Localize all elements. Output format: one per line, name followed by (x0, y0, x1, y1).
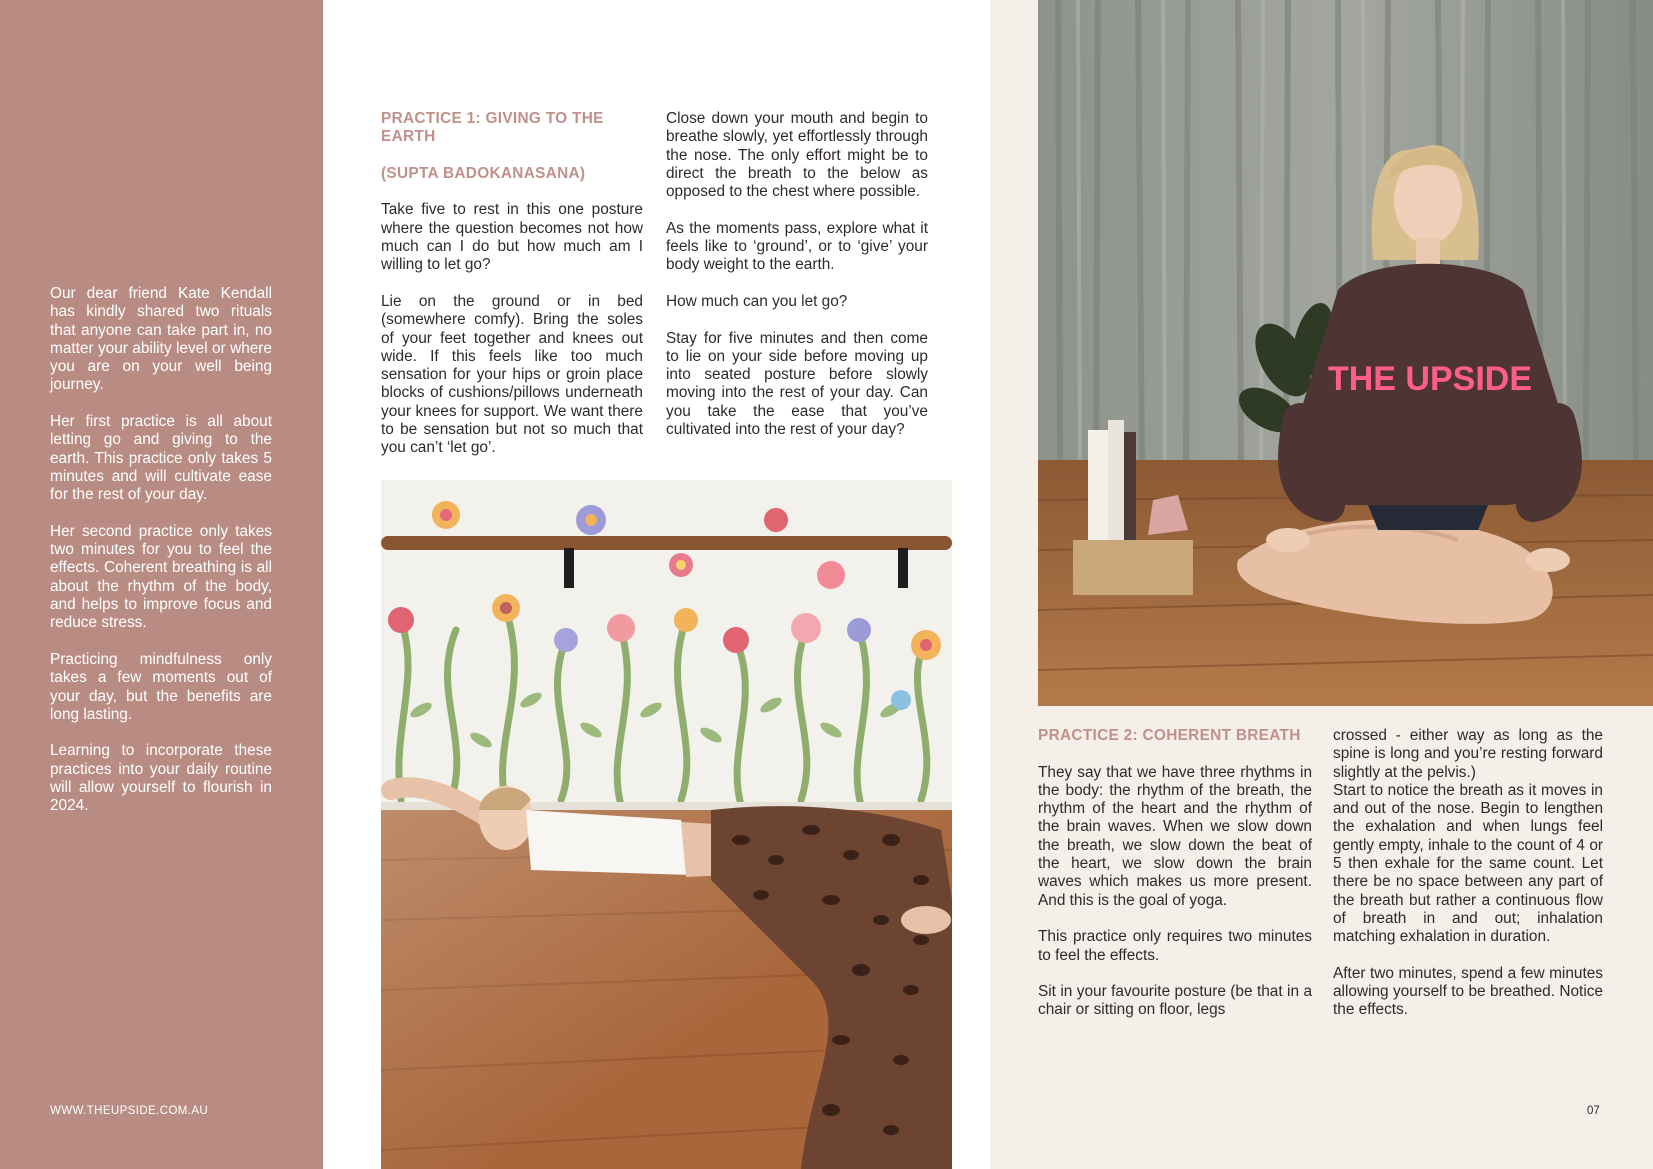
practice1-title: PRACTICE 1: GIVING TO THE EARTH (381, 110, 604, 146)
intro-paragraph: Our dear friend Kate Kendall has kindly shared two rituals that anyone can take part in, no matter your ability level or where you are on your well being journey. (50, 285, 272, 394)
seated-meditation-photo (1038, 0, 1653, 706)
intro-paragraph: Her second practice only takes two minutes for you to feel the effects. Coherent breathing is all about the rhythm of the body, and helps to improve focus and reduce stress. (50, 522, 272, 632)
body-paragraph: After two minutes, spend a few minutes allowing yourself to be breathed. Notice the effects. (1333, 964, 1603, 1019)
practice1-column-2 (666, 110, 928, 458)
body-paragraph: Lie on the ground or in bed (somewhere comfy). Bring the soles of your feet together and knees out wide. If this feels like too much sensation for your hips or groin place blocks of cushions/pillows underneath your knees for support. We want there to be sensation but not so much that you can’t ‘let go’. (381, 292, 643, 457)
intro-paragraph: Learning to incorporate these practices into your daily routine will allow yourself to flourish in 2024. (50, 742, 272, 815)
body-paragraph: They say that we have three rhythms in the body: the rhythm of the breath, the rhythm of the heart and the rhythm of the brain waves. When we slow down the breath, we slow down the beat of the heart, we slow down the brain waves which makes us more present. And this is the goal of yoga. (1038, 763, 1312, 909)
intro-paragraph: Practicing mindfulness only takes a few moments out of your day, but the benefits are long lasting. (50, 650, 272, 723)
body-paragraph: Stay for five minutes and then come to lie on your side before moving up into seated posture before slowly moving into the rest of your day. Can you take the ease that you’ve cultivated into the rest of your day? (666, 329, 928, 439)
body-paragraph: Close down your mouth and begin to breathe slowly, yet effortlessly through the nose. The only effort might be to direct the breath to the below as opposed to the chest where possible. (666, 110, 928, 201)
practice1-column-1 (381, 110, 643, 476)
body-paragraph: As the moments pass, explore what it feels like to ‘ground’, or to ‘give’ your body weight to the earth. (666, 219, 928, 274)
practice2-column-2 (1333, 727, 1603, 1038)
body-paragraph: Start to notice the breath as it moves in and out of the nose. Begin to lengthen the exhalation and when lungs feel gently empty, inhale to the count of 4 or 5 then exhale for the same count. Let there be no space between any part of the breath but rather a continuous flow of breath in and out; inhalation matching exhalation in duration. (1333, 781, 1603, 946)
website-url[interactable]: WWW.THEUPSIDE.COM.AU (50, 1105, 209, 1117)
intro-paragraph: Her first practice is all about letting go and giving to the earth. This practice only takes 5 minutes and will cultivate ease for the rest of your day. (50, 413, 272, 504)
body-paragraph: Sit in your favourite posture (be that in a chair or sitting on floor, legs (1038, 983, 1312, 1019)
intro-text (50, 285, 272, 834)
practice2-title: PRACTICE 2: COHERENT BREATH (1038, 727, 1301, 744)
body-paragraph: Take five to rest in this one posture where the question becomes not how much can I do but how much am I willing to let go? (381, 201, 643, 274)
page-number: 07 (1587, 1105, 1600, 1117)
body-paragraph: This practice only requires two minutes to feel the effects. (1038, 928, 1312, 964)
body-paragraph: crossed - either way as long as the spine is long and you’re resting forward slightly at the pelvis.) (1333, 727, 1603, 781)
body-paragraph: How much can you let go? (666, 292, 848, 310)
sweatshirt-print: THE UPSIDE (1327, 360, 1533, 398)
practice2-column-1 (1038, 727, 1312, 1038)
practice1-subtitle: (SUPTA BADOKANASANA) (381, 164, 586, 182)
reclining-pose-photo (381, 480, 952, 1169)
